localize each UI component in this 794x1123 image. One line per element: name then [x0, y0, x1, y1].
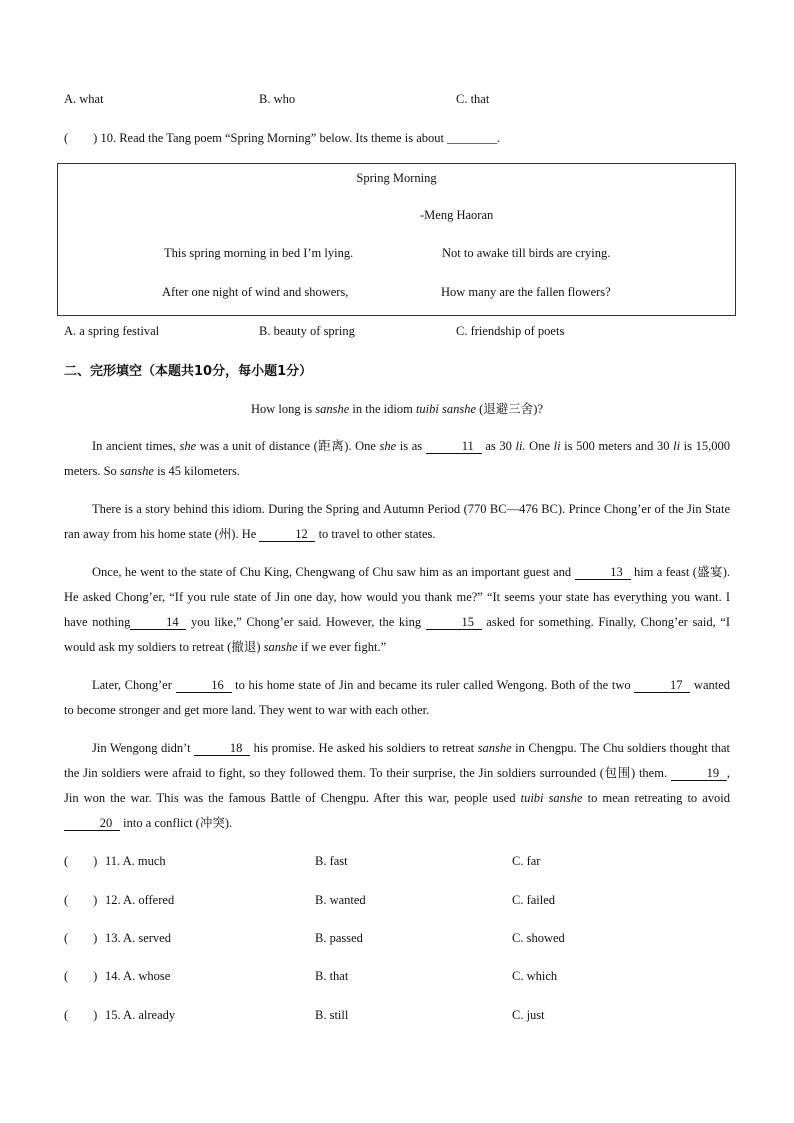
section-heading: 二、完形填空（本题共10分，每小题1分）	[64, 364, 313, 379]
question-row	[64, 969, 744, 987]
q10-option-a: A. a spring festival	[64, 324, 160, 338]
poem-author: -Meng Haoran	[420, 208, 494, 222]
answer-paren[interactable]: ( )	[64, 969, 98, 983]
option-c: C. far	[512, 854, 541, 868]
option-a: 12. A. offered	[105, 893, 175, 907]
q9-option-a: A. what	[64, 92, 104, 106]
poem-line-2: Not to awake till birds are crying.	[442, 246, 611, 260]
passage-paragraph-4: Later, Chong’er 16 to his home state of Jin and became its ruler called Wengong. Both of the two 17 wanted to become stronger and get more land. They went to war with each other.	[64, 678, 731, 717]
poem-line-3: After one night of wind and showers,	[162, 285, 349, 299]
poem-line-4: How many are the fallen flowers?	[441, 285, 611, 299]
blank-18[interactable]: 18	[194, 741, 250, 756]
option-b: B. wanted	[315, 893, 366, 907]
poem-line-1: This spring morning in bed I’m lying.	[164, 246, 354, 260]
poem-title: Spring Morning	[356, 171, 437, 185]
question-row	[64, 854, 744, 872]
passage-paragraph-1: In ancient times, she was a unit of distance (距离). One she is as 11 as 30 li. One li is 500 meters and 30 li is 15,000 meters. So sanshe is 45 kilometers.	[64, 439, 730, 478]
blank-19[interactable]: 19	[671, 766, 727, 781]
blank-16[interactable]: 16	[176, 678, 232, 693]
blank-11[interactable]: 11	[426, 439, 482, 454]
q10-options	[64, 324, 744, 342]
question-row	[64, 931, 744, 949]
blank-20[interactable]: 20	[64, 816, 120, 831]
q10-option-b: B. beauty of spring	[259, 324, 355, 338]
blank-15[interactable]: 15	[426, 615, 482, 630]
option-a: 15. A. already	[105, 1008, 176, 1022]
option-c: C. which	[512, 969, 558, 983]
option-c: C. just	[512, 1008, 545, 1022]
q10-option-c: C. friendship of poets	[456, 324, 565, 338]
option-b: B. passed	[315, 931, 363, 945]
answer-paren[interactable]: ( )	[64, 854, 98, 868]
answer-blank: ________	[447, 131, 498, 145]
passage-paragraph-3: Once, he went to the state of Chu King, Chengwang of Chu saw him as an important guest and 13 him a feast (盛宴). He asked Chong’er, “If you rule state of Jin one day, how would you thank me?” “It seems your state has everything you want. I have nothing 14 you like,” Chong’er said. However, the king 15 asked for something. Finally, Chong’er said, “I would ask my soldiers to retreat (撤退) sanshe if we ever fight.”	[64, 565, 731, 654]
answer-paren[interactable]: ( )	[64, 1008, 98, 1022]
passage-paragraph-2: There is a story behind this idiom. During the Spring and Autumn Period (770 BC—476 BC). Prince Chong’er of the Jin State ran away from his home state (州). He 12 to travel to other states.	[64, 502, 730, 541]
q9-option-c: C. that	[456, 92, 490, 106]
option-a: 11. A. much	[105, 854, 166, 868]
option-c: C. showed	[512, 931, 565, 945]
question-row	[64, 1008, 744, 1026]
option-b: B. still	[315, 1008, 349, 1022]
option-b: B. fast	[315, 854, 348, 868]
passage-title: How long is sanshe in the idiom tuibi sanshe (退避三舍)?	[250, 402, 544, 416]
poem-box	[57, 163, 736, 316]
question-row	[64, 893, 744, 911]
answer-paren[interactable]: ( )	[64, 931, 98, 945]
option-c: C. failed	[512, 893, 556, 907]
passage-paragraph-5: Jin Wengong didn’t 18 his promise. He asked his soldiers to retreat sanshe in Chengpu. The Chu soldiers thought that the Jin soldiers were afraid to fight, so they followed them. To their surprise, the Jin soldiers surrounded (包围) them. 19 , Jin won the war. This was the famous Battle of Chengpu. After this war, people used tuibi sanshe to mean retreating to avoid 20 into a conflict (冲突).	[64, 741, 730, 830]
answer-paren[interactable]: ( )	[64, 893, 98, 907]
option-a: 13. A. served	[105, 931, 171, 945]
q9-options	[64, 92, 744, 110]
answer-paren[interactable]: ( )	[64, 131, 98, 145]
question-10: ( ) 10. Read the Tang poem “Spring Morning” below. Its theme is about ________.	[64, 131, 501, 145]
option-a: 14. A. whose	[105, 969, 171, 983]
blank-14[interactable]: 14	[130, 615, 186, 630]
blank-12[interactable]: 12	[259, 527, 315, 542]
question-text: 10. Read the Tang poem “Spring Morning” below. Its theme is about	[100, 131, 444, 145]
blank-17[interactable]: 17	[634, 678, 690, 693]
blank-13[interactable]: 13	[575, 565, 631, 580]
option-b: B. that	[315, 969, 349, 983]
q9-option-b: B. who	[259, 92, 296, 106]
